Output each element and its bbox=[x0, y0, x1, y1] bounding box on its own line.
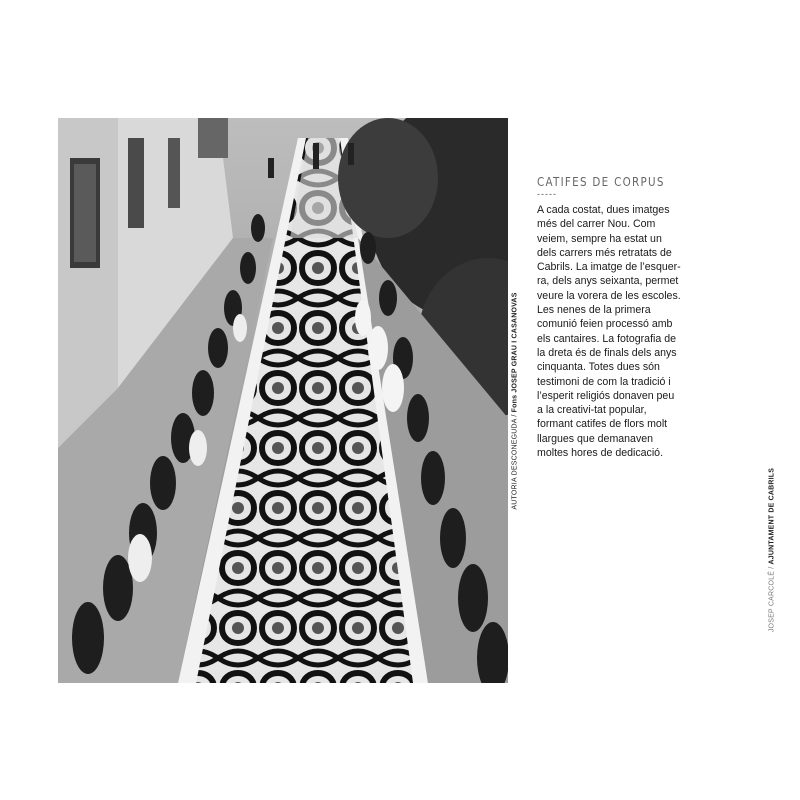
page-credit-publisher: AJUNTAMENT DE CABRILS bbox=[768, 467, 776, 565]
photo-credit-source: Fons JOSEP GRAU I CASANOVAS bbox=[511, 291, 519, 412]
photo-illustration bbox=[58, 118, 508, 683]
caption-block bbox=[537, 174, 682, 460]
photo-credit-separator: / bbox=[511, 411, 519, 419]
procession-photo bbox=[58, 118, 508, 683]
page-credit-separator: / bbox=[768, 564, 776, 571]
page-credit bbox=[766, 467, 778, 633]
caption-title: CATIFES DE CORPUS bbox=[537, 174, 665, 189]
photo-credit-author: AUTORIA DESCONEGUDA bbox=[511, 418, 519, 510]
page-credit-author: JOSEP CARCOLÉ bbox=[768, 570, 776, 633]
caption-title-rule: ----- bbox=[537, 189, 557, 199]
caption-body: A cada costat, dues imatges més del carrer Nou. Com veiem, sempre ha estat un dels carrers més retratats de Cabrils. La imatge de l’esquer-ra, dels anys seixanta, permet veure la vorera de les escoles. Les nenes de la primera comunió feien processó amb els cantaires. La fotografia de la dreta és de finals dels anys cinquanta. Totes dues són testimoni de com la tradició i l’esperit religiós donaven peu a la creativi-tat popular, formant catifes de flors molt llargues que demanaven moltes hores de dedicació. bbox=[537, 204, 681, 460]
photo-credit bbox=[509, 118, 521, 683]
